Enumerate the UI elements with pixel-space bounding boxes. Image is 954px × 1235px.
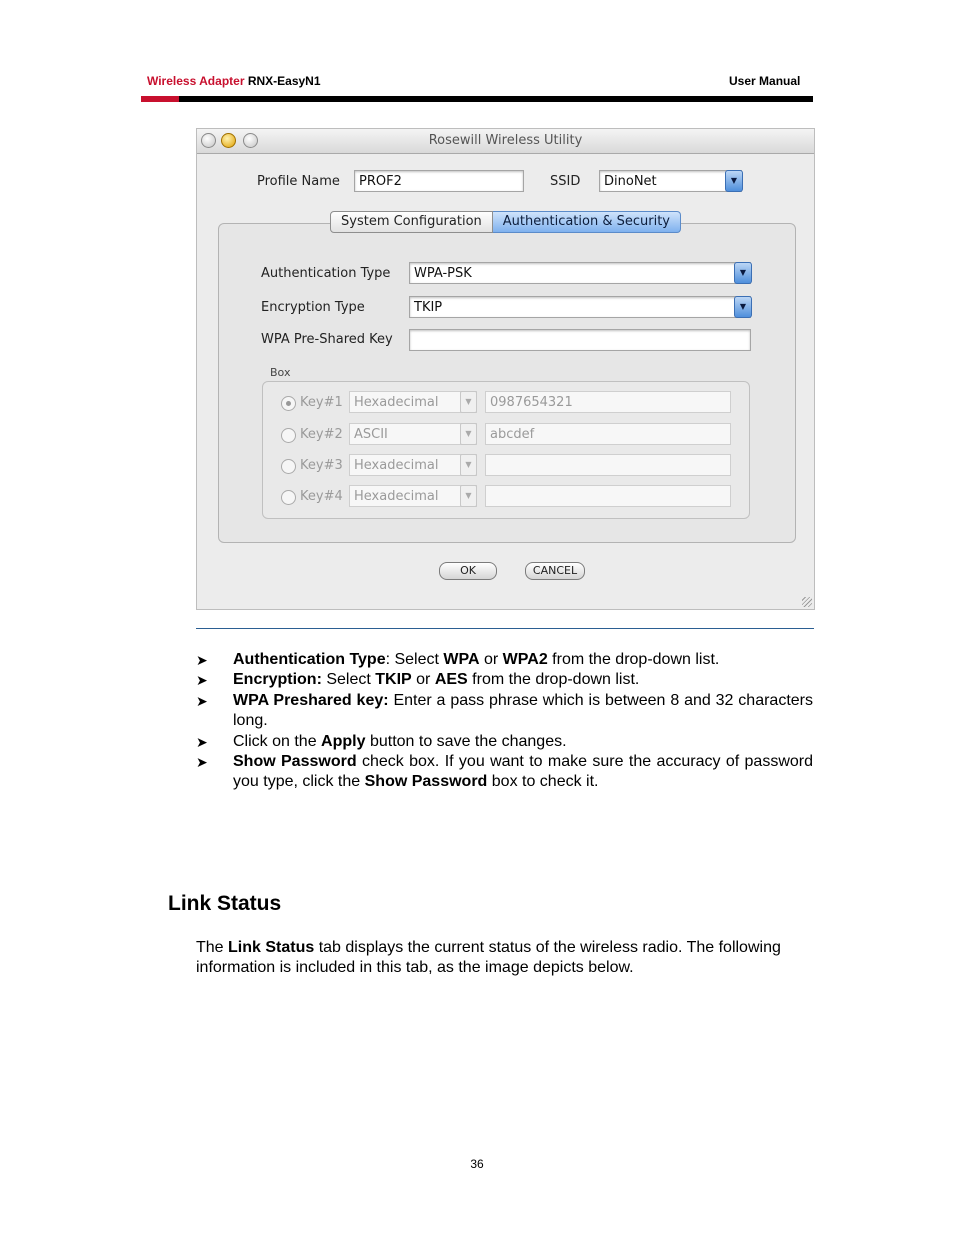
auth-type-select[interactable] bbox=[409, 262, 751, 284]
ok-button[interactable]: OK bbox=[439, 562, 497, 580]
tab-bar bbox=[330, 211, 681, 233]
profile-name-input[interactable]: PROF2 bbox=[354, 170, 524, 192]
key3-format-select[interactable]: Hexadecimal bbox=[349, 454, 477, 476]
figure-bottom-rule bbox=[196, 628, 814, 629]
key3-radio[interactable] bbox=[281, 459, 296, 474]
chevron-down-icon[interactable]: ▼ bbox=[734, 262, 752, 284]
psk-label: WPA Pre-Shared Key bbox=[261, 332, 393, 347]
key2-label: Key#2 bbox=[300, 427, 343, 442]
header-product-type: Wireless Adapter bbox=[147, 74, 245, 88]
auth-type-label: Authentication Type bbox=[261, 266, 391, 281]
cancel-button[interactable]: CANCEL bbox=[525, 562, 585, 580]
ssid-value: DinoNet bbox=[604, 174, 657, 189]
header-left bbox=[147, 74, 321, 88]
key3-label: Key#3 bbox=[300, 458, 343, 473]
list-item: ➤ Show Password check box. If you want to make sure the accuracy of password you type, click the Show Password box to check it. bbox=[196, 753, 814, 791]
chevron-down-icon[interactable]: ▼ bbox=[460, 391, 477, 413]
auth-type-value: WPA-PSK bbox=[414, 266, 472, 281]
arrowhead-right-icon: ➤ bbox=[196, 733, 208, 750]
header-model: RNX-EasyN1 bbox=[247, 74, 321, 88]
list-item: ➤ Authentication Type: Select WPA or WPA2 from the drop-down list. bbox=[196, 650, 813, 670]
arrowhead-right-icon: ➤ bbox=[196, 754, 208, 771]
key1-format-select[interactable]: Hexadecimal bbox=[349, 391, 477, 413]
chevron-down-icon[interactable]: ▼ bbox=[460, 485, 477, 507]
list-item: ➤ Encryption: Select TKIP or AES from the drop-down list. bbox=[196, 670, 813, 690]
resize-grip-icon[interactable] bbox=[802, 597, 812, 607]
key2-value-input[interactable]: abcdef bbox=[485, 423, 731, 445]
chevron-down-icon[interactable]: ▼ bbox=[725, 170, 743, 192]
wep-key-box bbox=[262, 381, 750, 519]
list-item: ➤ Click on the Apply button to save the changes. bbox=[196, 732, 813, 752]
key1-value-input[interactable]: 0987654321 bbox=[485, 391, 731, 413]
enc-type-select[interactable] bbox=[409, 296, 751, 318]
arrowhead-right-icon: ➤ bbox=[196, 692, 208, 709]
header-rule bbox=[141, 96, 813, 102]
key3-value-input[interactable] bbox=[485, 454, 731, 476]
page-number: 36 bbox=[470, 1157, 484, 1171]
psk-input[interactable] bbox=[409, 329, 751, 351]
key4-format-select[interactable]: Hexadecimal bbox=[349, 485, 477, 507]
chevron-down-icon[interactable]: ▼ bbox=[734, 296, 752, 318]
arrowhead-right-icon: ➤ bbox=[196, 652, 208, 668]
ssid-select[interactable] bbox=[599, 170, 742, 192]
window-title: Rosewill Wireless Utility bbox=[428, 133, 583, 148]
arrowhead-right-icon: ➤ bbox=[196, 672, 208, 689]
chevron-down-icon[interactable]: ▼ bbox=[460, 423, 477, 445]
key4-radio[interactable] bbox=[281, 490, 296, 505]
header-right: User Manual bbox=[729, 74, 801, 88]
list-item: ➤ WPA Preshared key: Enter a pass phrase which is between 8 and 32 characters long. bbox=[196, 691, 814, 730]
tab-system-configuration[interactable]: System Configuration bbox=[330, 211, 493, 233]
utility-window bbox=[196, 128, 815, 610]
key1-radio[interactable] bbox=[281, 396, 296, 411]
key2-radio[interactable] bbox=[281, 428, 296, 443]
chevron-down-icon[interactable]: ▼ bbox=[460, 454, 477, 476]
enc-type-label: Encryption Type bbox=[261, 300, 365, 315]
window-titlebar bbox=[197, 129, 814, 154]
ssid-label: SSID bbox=[550, 174, 581, 189]
key4-value-input[interactable] bbox=[485, 485, 731, 507]
enc-type-value: TKIP bbox=[414, 300, 443, 315]
tab-authentication-security[interactable]: Authentication & Security bbox=[493, 211, 681, 233]
box-label: Box bbox=[270, 366, 291, 379]
key2-format-select[interactable]: ASCII bbox=[349, 423, 477, 445]
key1-label: Key#1 bbox=[300, 395, 343, 410]
section-paragraph: The Link Status tab displays the current status of the wireless radio. The following information is included in this tab, as the image depicts below. bbox=[196, 939, 781, 977]
key4-label: Key#4 bbox=[300, 489, 343, 504]
section-heading: Link Status bbox=[168, 892, 282, 915]
instruction-list bbox=[196, 650, 813, 793]
profile-name-label: Profile Name bbox=[257, 174, 340, 189]
header-rule-accent bbox=[141, 96, 179, 102]
